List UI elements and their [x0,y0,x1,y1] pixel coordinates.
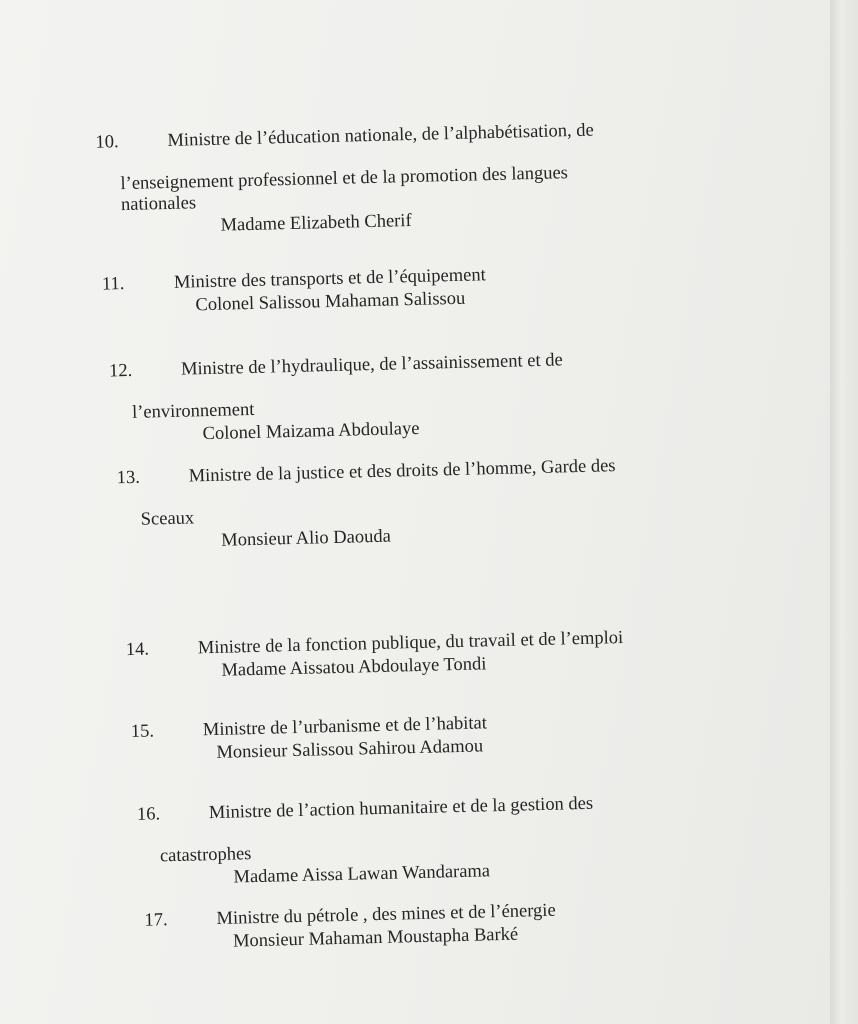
entry-14 [126,628,624,684]
minister-name: Madame Aissatou Abdoulaye Tondi [221,654,487,681]
minister-name: Colonel Maizama Abdoulaye [202,418,420,445]
entry-10 [95,121,596,240]
ministry-title: Ministre des transports et de l’équipement [173,265,486,293]
minister-name: Madame Elizabeth Cherif [220,211,412,236]
page-edge-shadow [830,0,858,1024]
entry-number: 12. [108,360,133,382]
ministry-title: Ministre de l’urbanisme et de l’habitat [202,713,488,741]
ministry-title: Ministre de l’action humanitaire et de la gestion des catastrophes [159,793,594,867]
ministry-title: Ministre de l’éducation nationale, de l’alphabétisation, de l’enseignement professionnel et de la promotion des langues nationales [120,120,595,216]
minister-name: Monsieur Mahaman Moustapha Barké [232,924,519,952]
entry-number: 13. [116,467,141,489]
entry-number: 17. [144,910,168,931]
minister-name: Madame Aissa Lawan Wandarama [233,861,491,888]
entry-15 [131,713,488,766]
entry-number: 15. [130,721,155,743]
ministry-title: Ministre de l’hydraulique, de l’assainissement et de l’environnement [131,350,563,423]
entry-number: 14. [125,639,150,661]
minister-name: Monsieur Alio Daouda [221,526,392,551]
entry-17 [144,901,556,955]
ministry-title: Ministre du pétrole , des mines et de l’énergie [216,900,556,929]
entry-12 [109,350,565,447]
ministry-title: Ministre de la justice et des droits de l’homme, Garde des Sceaux [140,456,616,530]
entry-11 [102,265,487,318]
entry-16 [137,794,595,891]
minister-name: Monsieur Salissou Sahirou Adamou [216,736,484,763]
ministry-title: Ministre de la fonction publique, du travail et de l’emploi [197,627,624,659]
minister-name: Colonel Salissou Mahaman Salissou [195,288,466,316]
entry-number: 16. [136,804,161,825]
entry-13 [116,456,617,554]
entry-number: 11. [101,274,125,295]
entry-number: 10. [95,132,119,153]
